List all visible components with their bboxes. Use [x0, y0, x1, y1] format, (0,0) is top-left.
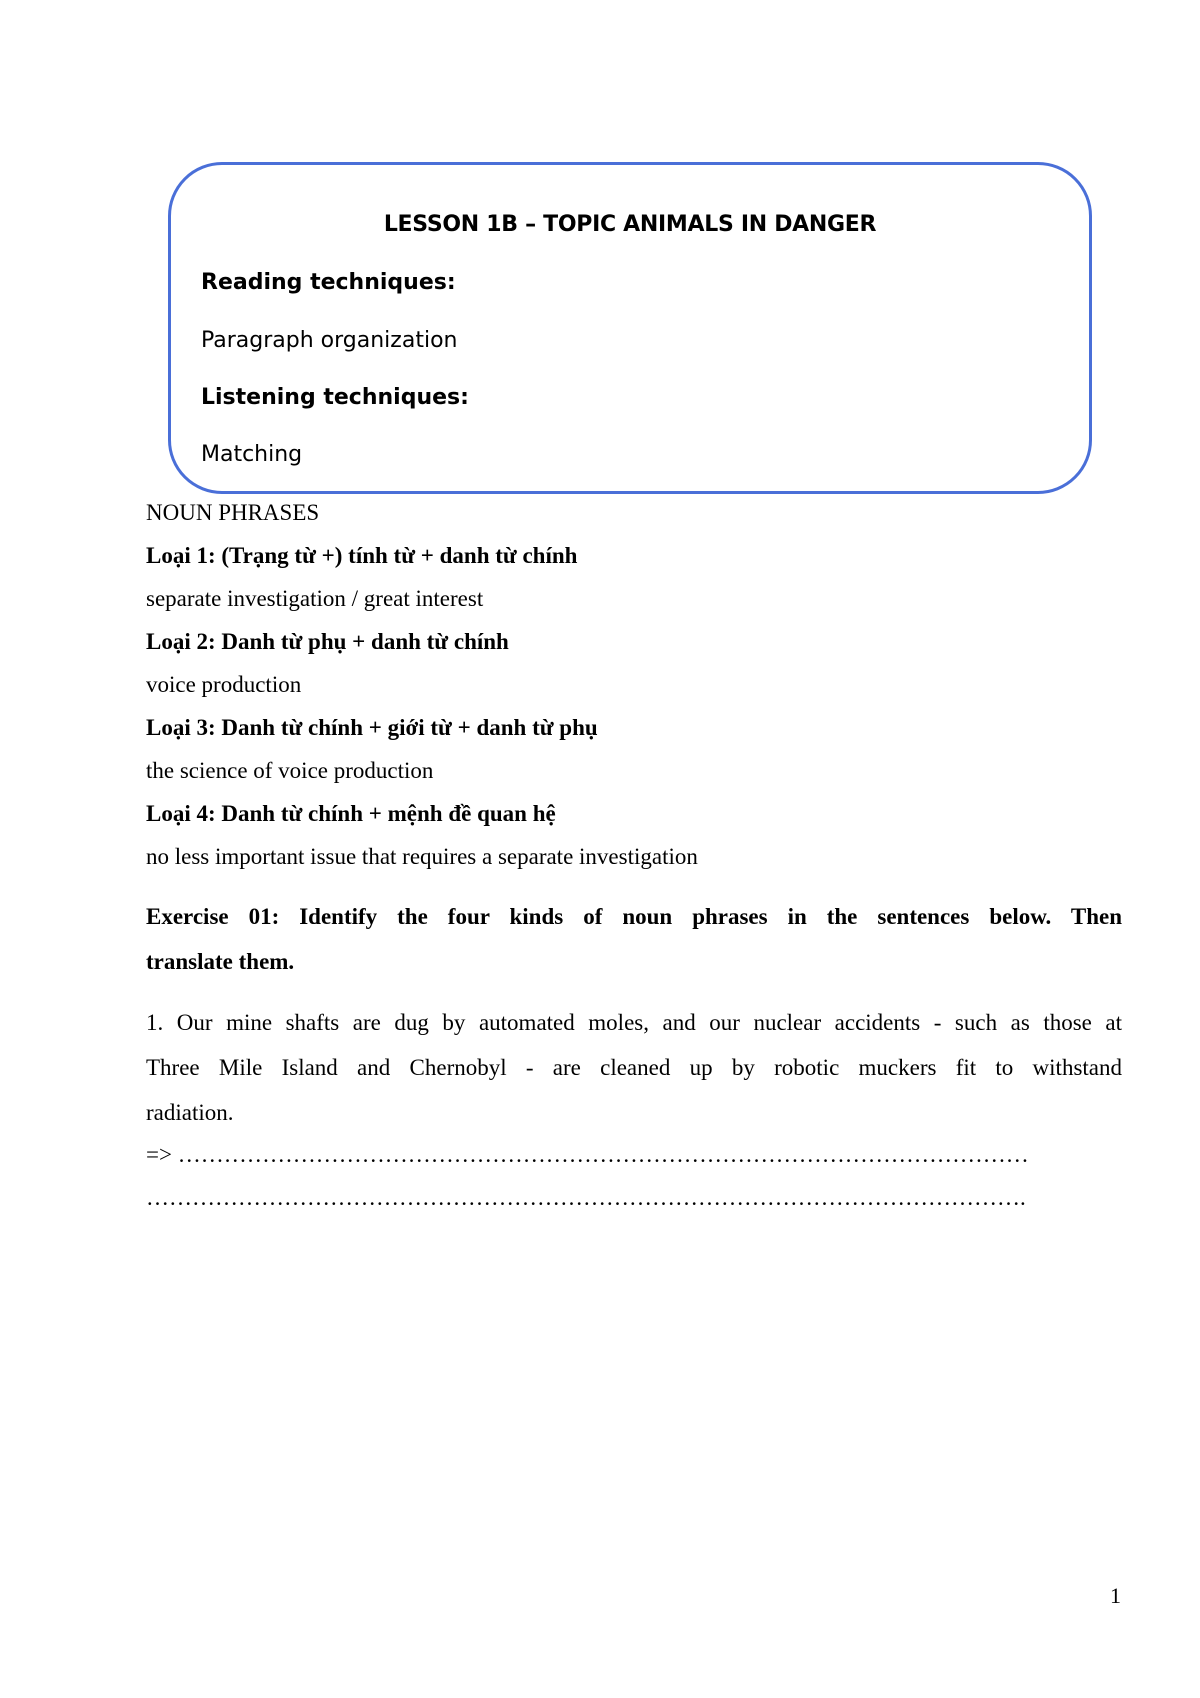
reading-techniques-heading: Reading techniques: — [201, 270, 456, 295]
lesson-title: LESSON 1B – TOPIC ANIMALS IN DANGER — [383, 212, 877, 237]
noun-phrase-example-3: the science of voice production — [146, 758, 434, 783]
exercise-sentence-line-1: 1. Our mine shafts are dug by automated moles, and our nuclear accidents - such as those at — [146, 1010, 1122, 1035]
listening-techniques-heading: Listening techniques: — [201, 385, 469, 410]
page-number: 1 — [1110, 1583, 1121, 1608]
reading-technique-item: Paragraph organization — [201, 328, 458, 353]
exercise-sentence-line-2: Three Mile Island and Chernobyl - are cleaned up by robotic muckers fit to withstand — [146, 1055, 1122, 1080]
exercise-sentence-line-3: radiation. — [146, 1100, 234, 1125]
answer-line-2: ……………………………………………………………………………………………………. — [146, 1185, 1026, 1210]
noun-phrase-type-1: Loại 1: (Trạng từ +) tính từ + danh từ chính — [146, 543, 578, 568]
exercise-title-line-1: Exercise 01: Identify the four kinds of noun phrases in the sentences below. Then — [146, 904, 1122, 929]
noun-phrase-example-4: no less important issue that requires a separate investigation — [146, 844, 698, 869]
listening-technique-item: Matching — [201, 442, 303, 467]
noun-phrase-example-1: separate investigation / great interest — [146, 586, 484, 611]
noun-phrase-type-3: Loại 3: Danh từ chính + giới từ + danh từ phụ — [146, 715, 598, 740]
answer-line-1: => ………………………………………………………………………………………………… — [146, 1142, 1029, 1167]
exercise-title-line-2: translate them. — [146, 949, 295, 974]
noun-phrase-example-2: voice production — [146, 672, 302, 697]
noun-phrases-heading: NOUN PHRASES — [146, 500, 320, 525]
noun-phrase-type-2: Loại 2: Danh từ phụ + danh từ chính — [146, 629, 509, 654]
noun-phrase-type-4: Loại 4: Danh từ chính + mệnh đề quan hệ — [146, 801, 556, 826]
